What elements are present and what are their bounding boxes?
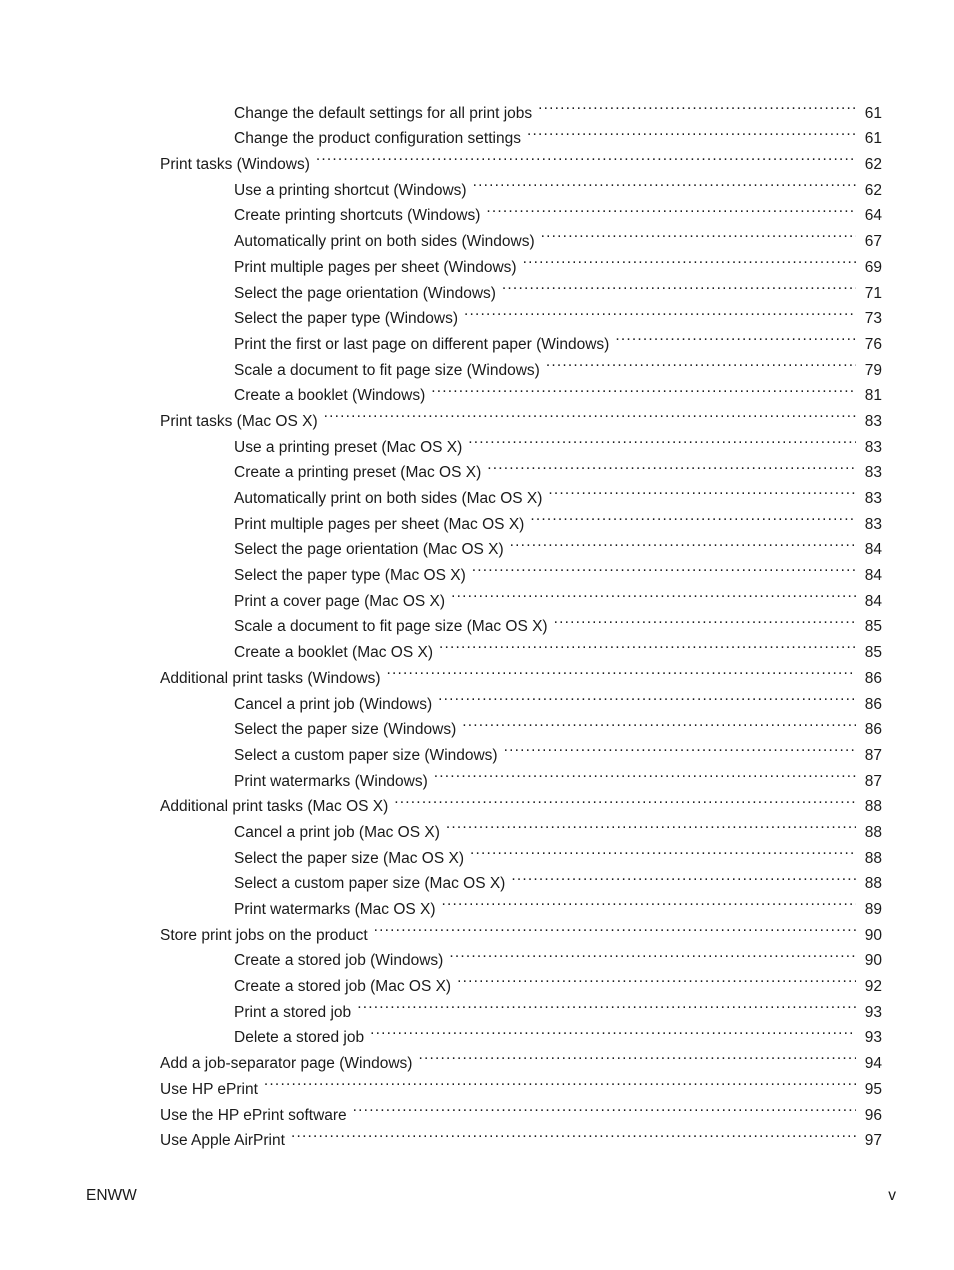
toc-entry[interactable] bbox=[0, 709, 882, 739]
toc-dot-leader bbox=[530, 503, 856, 529]
toc-dot-leader bbox=[439, 631, 856, 657]
toc-entry-title: Create a booklet (Mac OS X) bbox=[234, 644, 433, 662]
toc-entry-title: Use a printing shortcut (Windows) bbox=[234, 181, 467, 199]
toc-entry-title: Print a stored job bbox=[234, 1003, 352, 1021]
toc-entry-title: Automatically print on both sides (Windows) bbox=[234, 233, 535, 251]
toc-dot-leader bbox=[451, 580, 856, 606]
toc-dot-leader bbox=[615, 323, 856, 349]
toc-entry-page-number: 62 bbox=[864, 181, 882, 199]
toc-entry-title: Create a stored job (Windows) bbox=[234, 952, 444, 970]
toc-entry[interactable] bbox=[0, 657, 882, 687]
toc-dot-leader bbox=[473, 169, 856, 195]
toc-entry-title: Cancel a print job (Windows) bbox=[234, 695, 433, 713]
toc-entry[interactable] bbox=[0, 683, 882, 713]
toc-dot-leader bbox=[418, 1042, 856, 1068]
toc-dot-leader bbox=[523, 246, 856, 272]
toc-dot-leader bbox=[449, 940, 856, 966]
toc-entry-page-number: 84 bbox=[864, 541, 882, 559]
toc-dot-leader bbox=[264, 1068, 856, 1094]
toc-entry-page-number: 93 bbox=[864, 1003, 882, 1021]
toc-entry-title: Additional print tasks (Windows) bbox=[160, 669, 381, 687]
toc-entry-title: Select the paper type (Windows) bbox=[234, 310, 458, 328]
toc-entry-page-number: 69 bbox=[864, 258, 882, 276]
toc-dot-leader bbox=[353, 1094, 856, 1120]
toc-entry-page-number: 79 bbox=[864, 361, 882, 379]
toc-dot-leader bbox=[387, 657, 856, 683]
toc-entry-title: Select the paper size (Mac OS X) bbox=[234, 849, 465, 867]
toc-dot-leader bbox=[486, 195, 856, 221]
toc-entry-title: Add a job-separator page (Windows) bbox=[160, 1055, 413, 1073]
toc-entry-page-number: 81 bbox=[864, 387, 882, 405]
toc-entry-page-number: 87 bbox=[864, 746, 882, 764]
toc-entry-page-number: 96 bbox=[864, 1106, 882, 1124]
toc-entry-title: Select the page orientation (Windows) bbox=[234, 284, 496, 302]
toc-entry-title: Print tasks (Mac OS X) bbox=[160, 412, 318, 430]
toc-entry-page-number: 92 bbox=[864, 978, 882, 996]
toc-entry-page-number: 73 bbox=[864, 310, 882, 328]
toc-dot-leader bbox=[511, 863, 856, 889]
toc-entry-title: Print watermarks (Windows) bbox=[234, 772, 428, 790]
toc-entry[interactable] bbox=[0, 400, 882, 430]
toc-entry[interactable] bbox=[0, 940, 882, 970]
toc-entry[interactable] bbox=[0, 426, 882, 456]
toc-entry[interactable] bbox=[0, 811, 882, 841]
toc-entry[interactable] bbox=[0, 991, 882, 1021]
toc-entry-page-number: 88 bbox=[864, 849, 882, 867]
toc-entry-title: Use the HP ePrint software bbox=[160, 1106, 347, 1124]
toc-dot-leader bbox=[324, 400, 856, 426]
toc-entry-page-number: 88 bbox=[864, 875, 882, 893]
toc-entry-page-number: 87 bbox=[864, 772, 882, 790]
toc-dot-leader bbox=[510, 529, 856, 555]
toc-dot-leader bbox=[502, 272, 856, 298]
toc-entry-page-number: 83 bbox=[864, 412, 882, 430]
toc-entry-title: Create printing shortcuts (Windows) bbox=[234, 207, 481, 225]
toc-entry-title: Additional print tasks (Mac OS X) bbox=[160, 798, 389, 816]
toc-entry-page-number: 76 bbox=[864, 335, 882, 353]
toc-dot-leader bbox=[394, 786, 856, 812]
toc-entry-title: Delete a stored job bbox=[234, 1029, 365, 1047]
toc-entry-title: Use a printing preset (Mac OS X) bbox=[234, 438, 463, 456]
toc-entry-page-number: 94 bbox=[864, 1055, 882, 1073]
toc-entry-page-number: 62 bbox=[864, 156, 882, 174]
toc-entry[interactable] bbox=[0, 143, 882, 174]
toc-entry-title: Change the default settings for all print jobs bbox=[234, 104, 533, 122]
toc-entry-title: Select the paper size (Windows) bbox=[234, 721, 457, 739]
toc-entry[interactable] bbox=[0, 1094, 882, 1124]
toc-entry-page-number: 84 bbox=[864, 567, 882, 585]
footer-page-number: v bbox=[888, 1187, 896, 1204]
toc-entry-page-number: 85 bbox=[864, 618, 882, 636]
toc-dot-leader bbox=[462, 709, 856, 735]
toc-entry-title: Scale a document to fit page size (Windows) bbox=[234, 361, 540, 379]
toc-entry-page-number: 71 bbox=[864, 284, 882, 302]
toc-entry-title: Print the first or last page on different paper (Windows) bbox=[234, 335, 610, 353]
toc-entry-page-number: 86 bbox=[864, 695, 882, 713]
toc-entry-title: Select the page orientation (Mac OS X) bbox=[234, 541, 504, 559]
toc-dot-leader bbox=[357, 991, 856, 1017]
toc-entry[interactable] bbox=[0, 1017, 882, 1047]
toc-entry-title: Create a stored job (Mac OS X) bbox=[234, 978, 452, 996]
toc-dot-leader bbox=[438, 683, 856, 709]
toc-entry-title: Print tasks (Windows) bbox=[160, 156, 310, 174]
toc-dot-leader bbox=[487, 452, 856, 478]
toc-entry-page-number: 88 bbox=[864, 823, 882, 841]
toc-entry-page-number: 83 bbox=[864, 515, 882, 533]
toc-entry-page-number: 83 bbox=[864, 490, 882, 507]
toc-dot-leader bbox=[370, 1017, 856, 1043]
toc-entry-page-number: 84 bbox=[864, 592, 882, 610]
toc-dot-leader bbox=[457, 965, 856, 991]
toc-entry-title: Print a cover page (Mac OS X) bbox=[234, 592, 446, 610]
toc-dot-leader bbox=[464, 298, 856, 324]
toc-entry-title: Scale a document to fit page size (Mac OS X) bbox=[234, 618, 548, 636]
toc-entry-title: Automatically print on both sides (Mac OS X) bbox=[234, 490, 543, 507]
toc-entry-title: Select a custom paper size (Windows) bbox=[234, 746, 498, 764]
toc-entry-title: Use HP ePrint bbox=[160, 1080, 258, 1098]
toc-dot-leader bbox=[548, 477, 856, 503]
toc-entry-page-number: 97 bbox=[864, 1132, 882, 1150]
toc-dot-leader bbox=[472, 554, 856, 580]
toc-entry-page-number: 67 bbox=[864, 233, 882, 251]
toc-entry[interactable] bbox=[0, 888, 882, 918]
toc-entry-title: Cancel a print job (Mac OS X) bbox=[234, 823, 440, 841]
toc-entry[interactable] bbox=[0, 786, 882, 816]
toc-entry[interactable] bbox=[0, 1120, 882, 1150]
toc-entry-title: Print multiple pages per sheet (Mac OS X) bbox=[234, 515, 525, 533]
toc-dot-leader bbox=[431, 375, 856, 401]
toc-entry-title: Select the paper type (Mac OS X) bbox=[234, 567, 466, 585]
footer-publication-code: ENWW bbox=[86, 1187, 137, 1204]
toc-entry-title: Use Apple AirPrint bbox=[160, 1132, 285, 1150]
toc-entry-page-number: 61 bbox=[864, 104, 882, 122]
toc-dot-leader bbox=[468, 426, 856, 452]
toc-entry[interactable] bbox=[0, 760, 882, 790]
toc-entry-page-number: 85 bbox=[864, 644, 882, 662]
toc-entry-page-number: 83 bbox=[864, 464, 882, 482]
toc-dot-leader bbox=[442, 888, 856, 914]
toc-entry-page-number: 86 bbox=[864, 669, 882, 687]
toc-entry-title: Change the product configuration settings bbox=[234, 130, 521, 148]
toc-entry[interactable] bbox=[0, 169, 882, 199]
toc-dot-leader bbox=[538, 92, 856, 118]
toc-entry[interactable] bbox=[0, 375, 882, 405]
toc-dot-leader bbox=[434, 760, 856, 786]
toc-entry-page-number: 88 bbox=[864, 798, 882, 816]
toc-entry-page-number: 90 bbox=[864, 926, 882, 944]
toc-dot-leader bbox=[554, 606, 856, 632]
toc-entry-page-number: 89 bbox=[864, 901, 882, 918]
toc-entry[interactable] bbox=[0, 1042, 882, 1073]
toc-dot-leader bbox=[527, 118, 856, 144]
toc-entry[interactable] bbox=[0, 92, 882, 122]
toc-dot-leader bbox=[541, 220, 856, 246]
toc-entry-page-number: 93 bbox=[864, 1029, 882, 1047]
table-of-contents bbox=[0, 92, 954, 1150]
toc-dot-leader bbox=[470, 837, 856, 863]
toc-dot-leader bbox=[546, 349, 856, 375]
toc-entry-title: Create a booklet (Windows) bbox=[234, 387, 426, 405]
toc-dot-leader bbox=[316, 143, 856, 169]
toc-dot-leader bbox=[504, 734, 856, 760]
toc-entry-title: Print multiple pages per sheet (Windows) bbox=[234, 258, 517, 276]
toc-dot-leader bbox=[291, 1120, 856, 1146]
toc-entry-page-number: 83 bbox=[864, 438, 882, 456]
toc-entry-title: Store print jobs on the product bbox=[160, 926, 368, 944]
toc-entry-page-number: 86 bbox=[864, 721, 882, 739]
toc-entry[interactable] bbox=[0, 631, 882, 662]
toc-entry-title: Select a custom paper size (Mac OS X) bbox=[234, 875, 506, 893]
toc-entry[interactable] bbox=[0, 914, 882, 944]
toc-entry-page-number: 95 bbox=[864, 1080, 882, 1098]
toc-entry-page-number: 90 bbox=[864, 952, 882, 970]
toc-entry-page-number: 61 bbox=[864, 130, 882, 148]
toc-dot-leader bbox=[374, 914, 856, 940]
toc-dot-leader bbox=[446, 811, 856, 837]
toc-entry-title: Create a printing preset (Mac OS X) bbox=[234, 464, 482, 482]
toc-entry-title: Print watermarks (Mac OS X) bbox=[234, 901, 436, 918]
toc-entry[interactable] bbox=[0, 1068, 882, 1098]
toc-entry-page-number: 64 bbox=[864, 207, 882, 225]
